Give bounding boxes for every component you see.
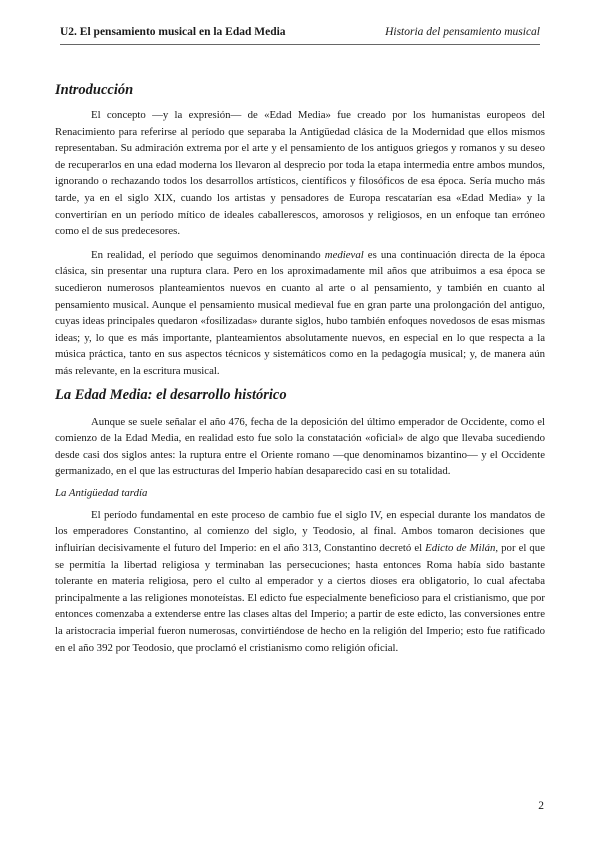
paragraph-antiguedad-1: El período fundamental en este proceso de cambio fue el siglo IV, en especial durante los mandatos de los emperadores Constantino, al comienzo del siglo, y Teodosio, al final. Ambos tomaron decisiones que influirían decisivamente el futuro del Imperio: en el año 313, Constantino decretó el Edicto de Milán, por el que se permitía la libertad religiosa y terminaban las persecuciones; hasta entonces Roma había sido bastante tolerante en materia religiosa, pero el culto al emperador y a ciertos dioses era obligatorio, lo cual afectaba principalmente a las religiones monoteístas. El edicto fue especialmente beneficioso para el cristianismo, que por entonces comenzaba a extenderse entre las clases altas del Imperio; a partir de este edicto, las conversiones entre la aristocracia imperial fueron numerosas, convirtiéndose de hecho en la religión del Imperio; esto fue ratificado en el año 392 por Teodosio, que proclamó el cristianismo como religión oficial. xyxy=(55,508,545,654)
header-course-title: Historia del pensamiento musical xyxy=(385,26,540,38)
paragraph-history-1: Aunque se suele señalar el año 476, fecha de la deposición del último emperador de Occidente, como el comienzo de la Edad Media, en realidad esto fue solo la constatación «oficial» de algo que llevaba sucediendo desde casi dos siglos antes: la ruptura entre el Oriente romano —que denominamos bizantino— y el Occidente germanizado, en el que las estructuras del Imperio habían desaparecido casi en su totalidad. xyxy=(55,415,545,478)
section-title-historia: La Edad Media: el desarrollo histórico xyxy=(55,386,287,403)
section-title-introduccion: Introducción xyxy=(55,82,134,98)
header-unit-title: U2. El pensamiento musical en la Edad Media xyxy=(60,26,286,38)
paragraph-intro-1: El concepto —y la expresión— de «Edad Media» fue creado por los humanistas europeos del Renacimiento para referirse al período que separaba la Antigüedad clásica de la Modernidad que ellos mismos representaban. Su admiración extrema por el arte y el pensamiento de los antiguos griegos y romanos y su deseo de recuperarlos en una edad moderna los llevaron al desprecio por toda la etapa intermedia entre ambos mundos, ignorando o rechazando todos los desarrollos artísticos, científicos y filosóficos de esa época. Sería mucho más tarde, ya en el siglo XIX, cuando los artistas y pensadores de Europa rescatarían esa «Edad Media» y la convertirían en un período mítico de ideales caballerescos, amorosos y religiosos, en un enfoque tan erróneo como el de sus predecesores. xyxy=(55,109,545,238)
paragraph-intro-2: En realidad, el período que seguimos denominando medieval es una continuación directa de la época clásica, sin presentar una ruptura clara. Pero en los aproximadamente mil años que atribuimos a esa época se sucedieron numerosos planteamientos nuevos en cuanto al arte o al pensamiento, y también en cuanto al pensamiento musical. Aunque el pensamiento musical medieval fue en gran parte una prolongación del antiguo, cuyas ideas principales quedaron «fosilizadas» durante siglos, hubo también enfoques novedosos de esas mismas ideas; y, lo que es más importante, planteamientos absolutamente nuevos, en especial en lo que respecta a la música práctica, tanto en sus aspectos técnicos y sistemáticos como en la pedagogía musical; y, de manera aún más relevante, en la escritura musical. xyxy=(55,248,545,377)
page-content xyxy=(55,82,545,663)
page-number: 2 xyxy=(538,800,544,812)
subsection-title-antiguedad: La Antigüedad tardía xyxy=(55,486,148,499)
page-header xyxy=(60,24,540,45)
term-edicto-milan: Edicto de Milán xyxy=(425,542,496,555)
term-medieval: medieval xyxy=(324,248,364,261)
